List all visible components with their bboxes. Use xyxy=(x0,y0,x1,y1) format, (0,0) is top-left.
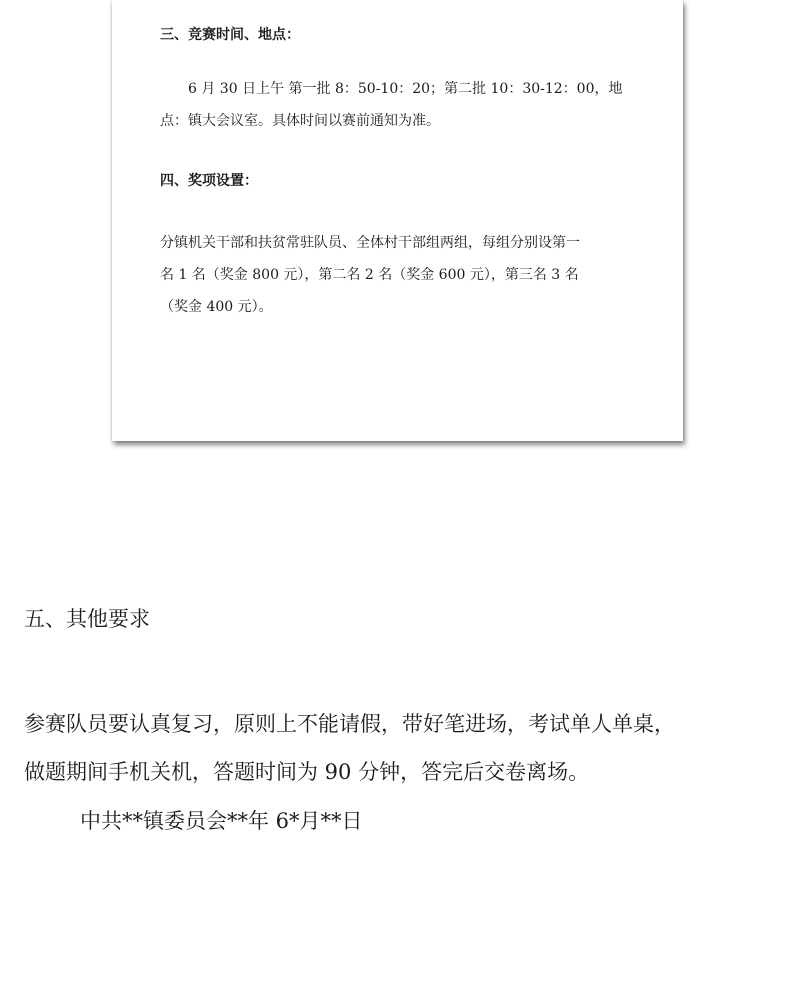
section-5-heading: 五、其他要求 xyxy=(24,607,150,631)
section-4-paragraph xyxy=(160,227,643,323)
signature-line: 中共**镇委员会**年 6*月**日 xyxy=(80,809,363,833)
section-3-paragraph xyxy=(160,73,643,137)
section-5-paragraph xyxy=(24,700,794,796)
paragraph-line: 参赛队员要认真复习，原则上不能请假，带好笔进场，考试单人单桌， xyxy=(24,712,675,736)
paragraph-line: 分镇机关干部和扶贫常驻队员、全体村干部组两组，每组分别设第一 xyxy=(160,235,580,251)
paragraph-line: 名 1 名（奖金 800 元），第二名 2 名（奖金 600 元），第三名 3 名 xyxy=(160,267,579,283)
paragraph-line: 做题期间手机关机，答题时间为 90 分钟，答完后交卷离场。 xyxy=(24,760,590,784)
paragraph-line: （奖金 400 元）。 xyxy=(160,299,273,315)
paragraph-line: 6 月 30 日上午 第一批 8：50-10：20；第二批 10：30-12：00，地 xyxy=(188,81,623,97)
section-4-heading: 四、奖项设置： xyxy=(160,173,258,189)
paragraph-line: 点：镇大会议室。具体时间以赛前通知为准。 xyxy=(160,113,440,129)
section-3-heading: 三、竞赛时间、地点： xyxy=(160,27,300,43)
document-page-card xyxy=(112,0,683,441)
